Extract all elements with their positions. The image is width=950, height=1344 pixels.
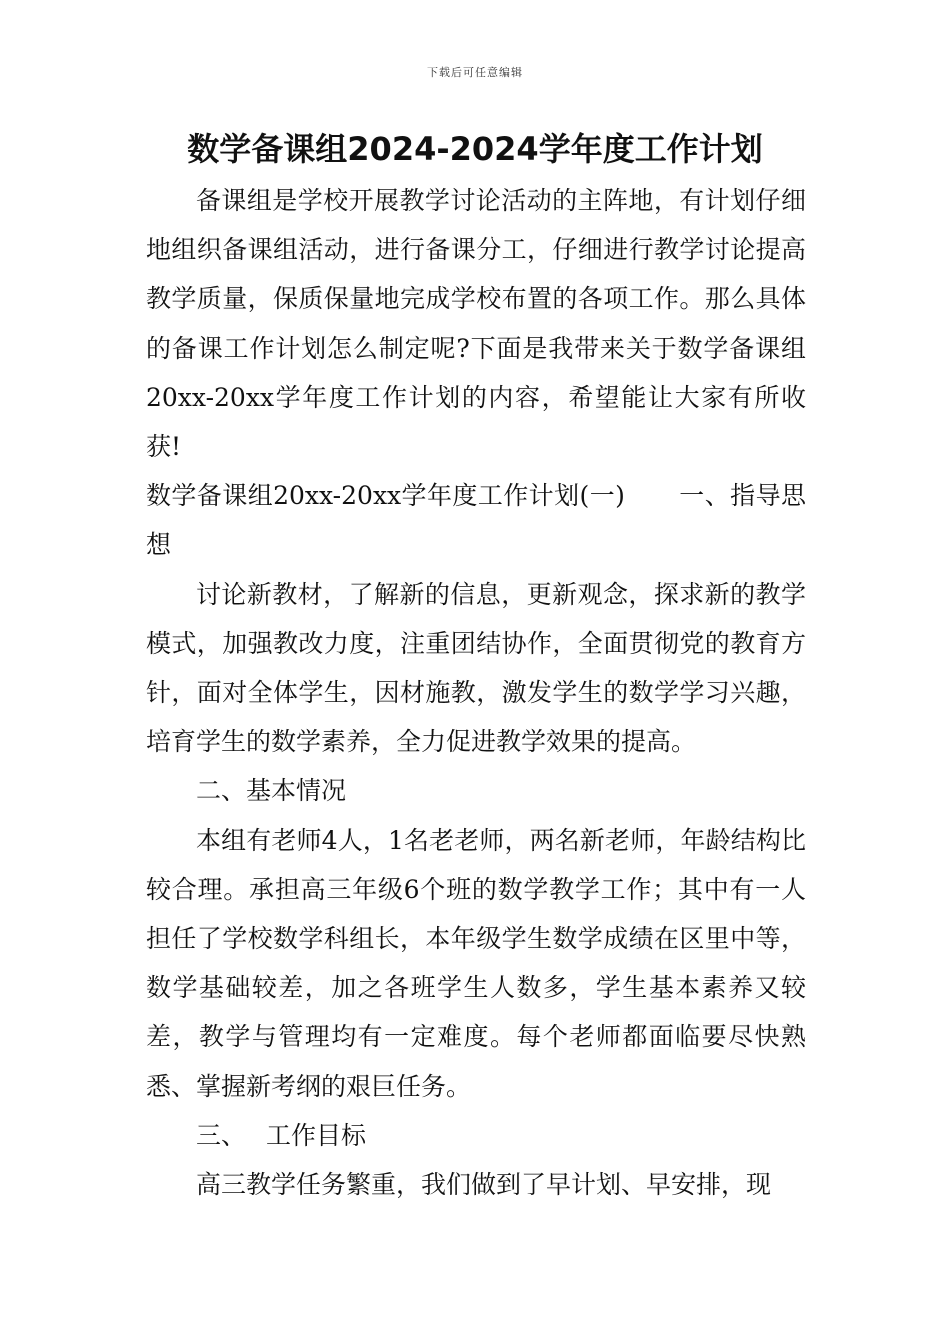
section-2-heading: 二、基本情况 [196, 776, 347, 806]
section-3-heading [146, 1111, 806, 1160]
document-title: 数学备课组2024-2024学年度工作计划 [187, 130, 763, 168]
plan-heading-line [146, 471, 806, 569]
section-3-heading-num: 三、 [196, 1120, 247, 1150]
section-2-paragraph: 本组有老师4人，1名老老师，两名新老师，年龄结构比较合理。承担高三年级6个班的数学教学工作；其中有一人担任了学校数学科组长，本年级学生数学成绩在区里中等，数学基础较差，加之各班学生人数多，学生基本素养又较差，教学与管理均有一定难度。每个老师都面临要尽快熟悉、掌握新考纲的艰巨任务。 [146, 825, 806, 1101]
header-note: 下载后可任意编辑 [427, 66, 523, 79]
plan-one-title: 数学备课组20xx-20xx学年度工作计划(一) [146, 481, 625, 511]
section-3-paragraph: 高三教学任务繁重，我们做到了早计划、早安排，现 [196, 1170, 772, 1200]
section-1-paragraph: 讨论新教材，了解新的信息，更新观念，探求新的教学模式，加强教改力度，注重团结协作，全面贯彻党的教育方针，面对全体学生，因材施教，激发学生的数学学习兴趣，培育学生的数学素养，全力促进教学效果的提高。 [146, 579, 806, 757]
section-1-heading: 一、指导思想 [146, 481, 806, 560]
section-3-heading-text: 工作目标 [266, 1120, 367, 1150]
intro-paragraph: 备课组是学校开展教学讨论活动的主阵地，有计划仔细地组织备课组活动，进行备课分工，仔细进行教学讨论提高教学质量，保质保量地完成学校布置的各项工作。那么具体的备课工作计划怎么制定呢?下面是我带来关于数学备课组20xx-20xx学年度工作计划的内容，希望能让大家有所收获! [146, 186, 806, 462]
document-body [146, 176, 806, 1209]
